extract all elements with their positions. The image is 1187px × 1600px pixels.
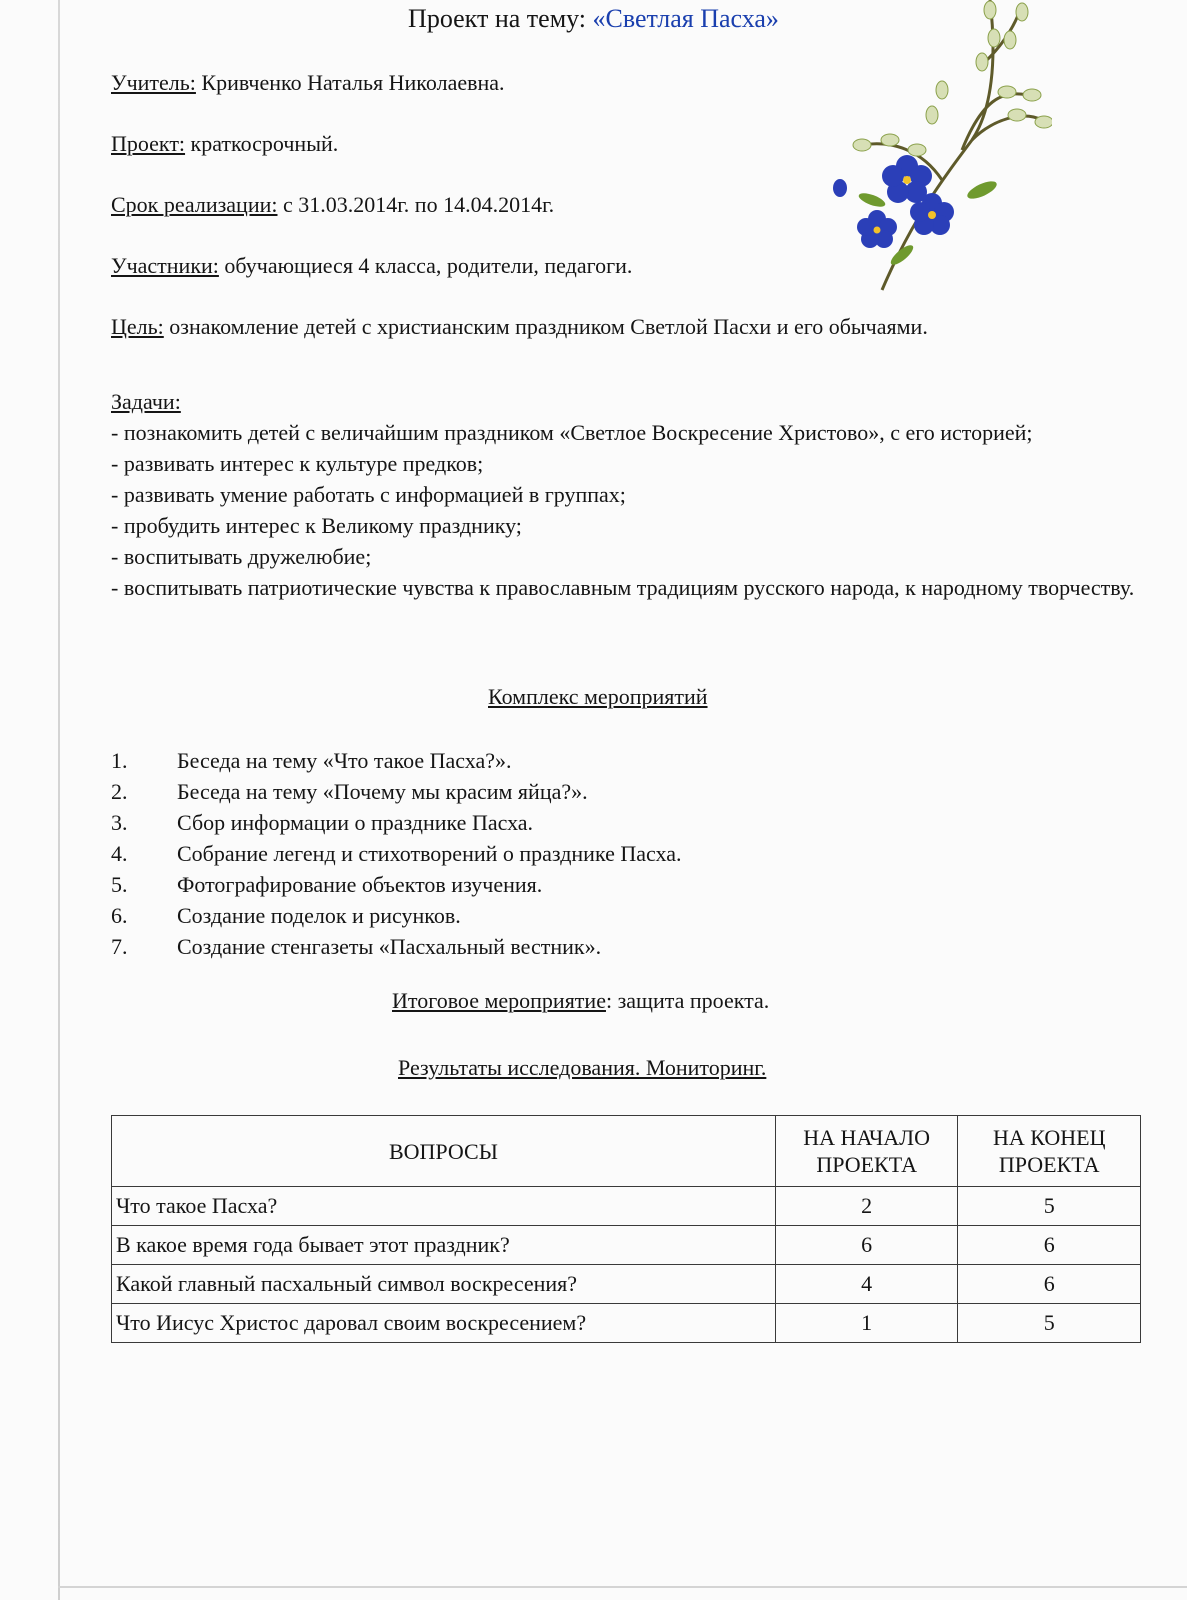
title-highlight: «Светлая Пасха» (592, 4, 779, 33)
event-text: Фотографирование объектов изучения. (177, 872, 543, 897)
question-cell: В какое время года бывает этот праздник? (112, 1226, 776, 1265)
teacher-value: Кривченко Наталья Николаевна. (195, 70, 505, 95)
event-item (111, 900, 1011, 931)
event-number: 5. (111, 872, 128, 897)
header-end: НА КОНЕЦ ПРОЕКТА (958, 1116, 1141, 1187)
events-heading: Комплекс мероприятий (488, 684, 708, 709)
task-item: - пробудить интерес к Великому празднику; (111, 513, 522, 538)
events-list (111, 745, 1011, 962)
table-row (112, 1265, 1141, 1304)
start-value-cell: 2 (775, 1187, 958, 1226)
event-text: Сбор информации о празднике Пасха. (177, 810, 534, 835)
event-number: 7. (111, 934, 128, 959)
end-value-cell: 6 (958, 1265, 1141, 1304)
term-value: с 31.03.2014г. по 14.04.2014г. (277, 192, 555, 217)
task-item: - познакомить детей с величайшим праздником «Светлое Воскресение Христово», с его историей; (111, 420, 1033, 445)
task-item: - воспитывать патриотические чувства к православным традициям русского народа, к народному творчеству. (111, 575, 1135, 600)
page-left-edge (58, 0, 60, 1600)
event-text: Беседа на тему «Что такое Пасха?». (177, 748, 512, 773)
event-text: Создание поделок и рисунков. (177, 903, 461, 928)
event-text: Собрание легенд и стихотворений о празднике Пасха. (177, 841, 682, 866)
project-type-label: Проект: (111, 131, 186, 156)
header-start: НА НАЧАЛО ПРОЕКТА (775, 1116, 958, 1187)
event-item (111, 869, 1011, 900)
end-value-cell: 6 (958, 1226, 1141, 1265)
final-event-label: Итоговое мероприятие (392, 988, 606, 1013)
header-questions: ВОПРОСЫ (112, 1116, 776, 1187)
table-row (112, 1304, 1141, 1343)
end-value-cell: 5 (958, 1304, 1141, 1343)
final-event-value: : защита проекта. (605, 988, 770, 1013)
term-label: Срок реализации: (111, 192, 278, 217)
term-field (111, 192, 554, 218)
question-cell: Какой главный пасхальный символ воскресения? (112, 1265, 776, 1304)
event-text: Создание стенгазеты «Пасхальный вестник». (177, 934, 602, 959)
pussy-willow-flowers-icon (822, 0, 1052, 300)
monitoring-table (111, 1115, 1141, 1343)
participants-field (111, 253, 632, 279)
goal-value: ознакомление детей с христианским праздником Светлой Пасхи и его обычаями. (163, 314, 928, 339)
goal-label: Цель: (111, 314, 164, 339)
event-item (111, 776, 1011, 807)
results-heading: Результаты исследования. Мониторинг. (398, 1055, 767, 1080)
start-value-cell: 4 (775, 1265, 958, 1304)
teacher-label: Учитель: (111, 70, 196, 95)
participants-value: обучающиеся 4 класса, родители, педагоги. (218, 253, 633, 278)
event-item (111, 931, 1011, 962)
event-number: 2. (111, 779, 128, 804)
event-number: 6. (111, 903, 128, 928)
title-prefix: Проект на тему: (408, 4, 593, 33)
project-type-field (111, 131, 338, 157)
event-number: 4. (111, 841, 128, 866)
tasks-label: Задачи: (111, 389, 181, 414)
table-row (112, 1187, 1141, 1226)
task-item: - воспитывать дружелюбие; (111, 544, 372, 569)
event-text: Беседа на тему «Почему мы красим яйца?». (177, 779, 588, 804)
table-header-row (112, 1116, 1141, 1187)
final-event (392, 988, 769, 1014)
project-type-value: краткосрочный. (185, 131, 339, 156)
event-item (111, 745, 1011, 776)
participants-label: Участники: (111, 253, 219, 278)
start-value-cell: 1 (775, 1304, 958, 1343)
event-number: 3. (111, 810, 128, 835)
task-item: - развивать умение работать с информацией в группах; (111, 482, 626, 507)
event-item (111, 838, 1011, 869)
start-value-cell: 6 (775, 1226, 958, 1265)
teacher-field (111, 70, 505, 96)
page-bottom-edge (58, 1586, 1187, 1588)
end-value-cell: 5 (958, 1187, 1141, 1226)
tasks-section (111, 386, 1141, 603)
event-item (111, 807, 1011, 838)
goal-field (111, 314, 928, 340)
event-number: 1. (111, 748, 128, 773)
task-item: - развивать интерес к культуре предков; (111, 451, 484, 476)
question-cell: Что Иисус Христос даровал своим воскресением? (112, 1304, 776, 1343)
table-row (112, 1226, 1141, 1265)
question-cell: Что такое Пасха? (112, 1187, 776, 1226)
